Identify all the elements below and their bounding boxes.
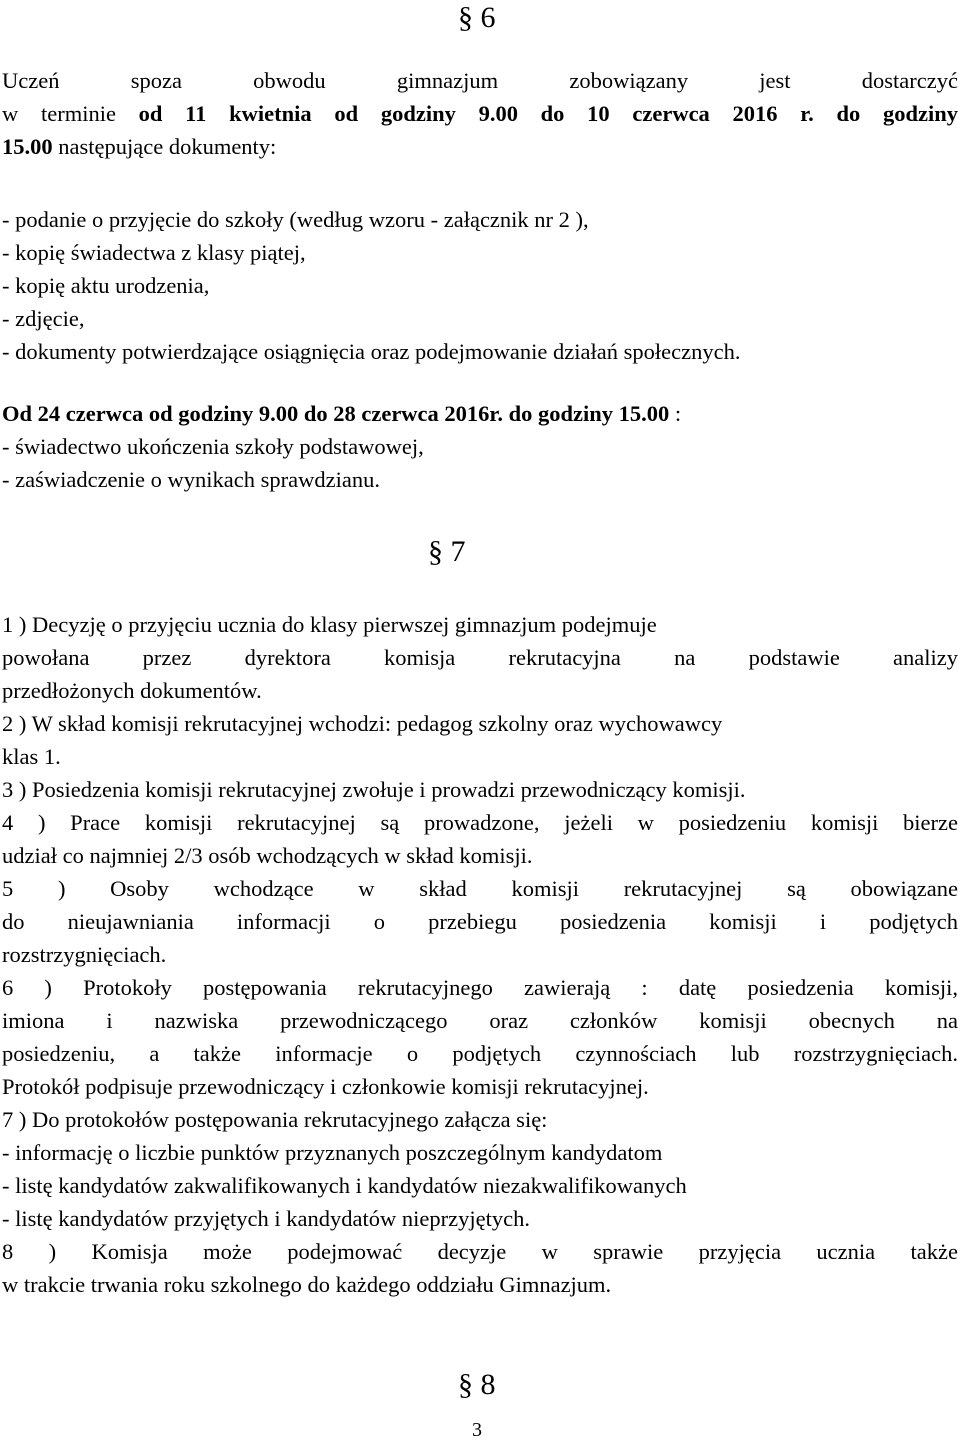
s7-line: Protokół podpisuje przewodniczący i członkowie komisji rekrutacyjnej.	[2, 1074, 649, 1099]
s6-second-doc-item: - zaświadczenie o wynikach sprawdzianu.	[2, 467, 380, 492]
s6-intro-text: w terminie	[2, 101, 139, 126]
page-number: 3	[472, 1419, 482, 1441]
s6-intro-line-1: Uczeń spoza obwodu gimnazjum zobowiązany jest dostarczyć	[2, 68, 958, 93]
s7-line: powołana przez dyrektora komisja rekrutacyjna na podstawie analizy	[2, 645, 958, 670]
s7-line: 3 ) Posiedzenia komisji rekrutacyjnej zwołuje i prowadzi przewodniczący komisji.	[2, 777, 746, 802]
section-6-heading: § 6	[458, 1, 496, 34]
s6-doc-item: - dokumenty potwierdzające osiągnięcia oraz podejmowanie działań społecznych.	[2, 339, 741, 364]
s6-second-doc-item: - świadectwo ukończenia szkoły podstawowej,	[2, 434, 424, 459]
s7-line: udział co najmniej 2/3 osób wchodzących w skład komisji.	[2, 843, 533, 868]
s6-doc-item: - zdjęcie,	[2, 306, 85, 331]
s6-first-deadline-end: 15.00	[2, 134, 53, 159]
s6-doc-item: - kopię aktu urodzenia,	[2, 273, 210, 298]
s7-line: 1 ) Decyzję o przyjęciu ucznia do klasy pierwszej gimnazjum podejmuje	[2, 612, 657, 637]
s6-second-deadline-colon: :	[669, 401, 682, 426]
section-8-heading: § 8	[458, 1368, 496, 1401]
s6-intro-tail: następujące dokumenty:	[52, 134, 277, 159]
s6-doc-item: - kopię świadectwa z klasy piątej,	[2, 240, 306, 265]
s6-intro-line-2	[2, 98, 958, 130]
s6-first-deadline: od 11 kwietnia od godziny 9.00 do 10 czerwca 2016 r. do godziny	[138, 101, 958, 126]
s7-line: - listę kandydatów przyjętych i kandydatów nieprzyjętych.	[2, 1206, 530, 1231]
s7-line: do nieujawniania informacji o przebiegu posiedzenia komisji i podjętych	[2, 909, 958, 934]
s7-line: posiedzeniu, a także informacje o podjętych czynnościach lub rozstrzygnięciach.	[2, 1041, 958, 1066]
s6-second-deadline: Od 24 czerwca od godziny 9.00 do 28 czerwca 2016r. do godziny 15.00	[2, 401, 670, 426]
s7-line: 2 ) W skład komisji rekrutacyjnej wchodzi: pedagog szkolny oraz wychowawcy	[2, 711, 723, 736]
s7-line: w trakcie trwania roku szkolnego do każdego oddziału Gimnazjum.	[2, 1272, 612, 1297]
section-7-heading: § 7	[428, 535, 466, 568]
s7-line: 4 ) Prace komisji rekrutacyjnej są prowadzone, jeżeli w posiedzeniu komisji bierze	[2, 810, 958, 835]
s7-line: rozstrzygnięciach.	[2, 942, 167, 967]
s7-line: 6 ) Protokoły postępowania rekrutacyjnego zawierają : datę posiedzenia komisji,	[2, 975, 958, 1000]
s7-line: przedłożonych dokumentów.	[2, 678, 262, 703]
s7-line: 8 ) Komisja może podejmować decyzje w sprawie przyjęcia ucznia także	[2, 1239, 958, 1264]
s6-second-deadline-line	[2, 398, 958, 430]
s6-intro-line-3	[2, 131, 958, 163]
s7-line: - listę kandydatów zakwalifikowanych i kandydatów niezakwalifikowanych	[2, 1173, 687, 1198]
s6-doc-item: - podanie o przyjęcie do szkoły (według wzoru - załącznik nr 2 ),	[2, 207, 589, 232]
s7-line: 7 ) Do protokołów postępowania rekrutacyjnego załącza się:	[2, 1107, 548, 1132]
s7-line: 5 ) Osoby wchodzące w skład komisji rekrutacyjnej są obowiązane	[2, 876, 958, 901]
s7-line: - informację o liczbie punktów przyznanych poszczególnym kandydatom	[2, 1140, 663, 1165]
s7-line: klas 1.	[2, 744, 61, 769]
s7-line: imiona i nazwiska przewodniczącego oraz członków komisji obecnych na	[2, 1008, 958, 1033]
